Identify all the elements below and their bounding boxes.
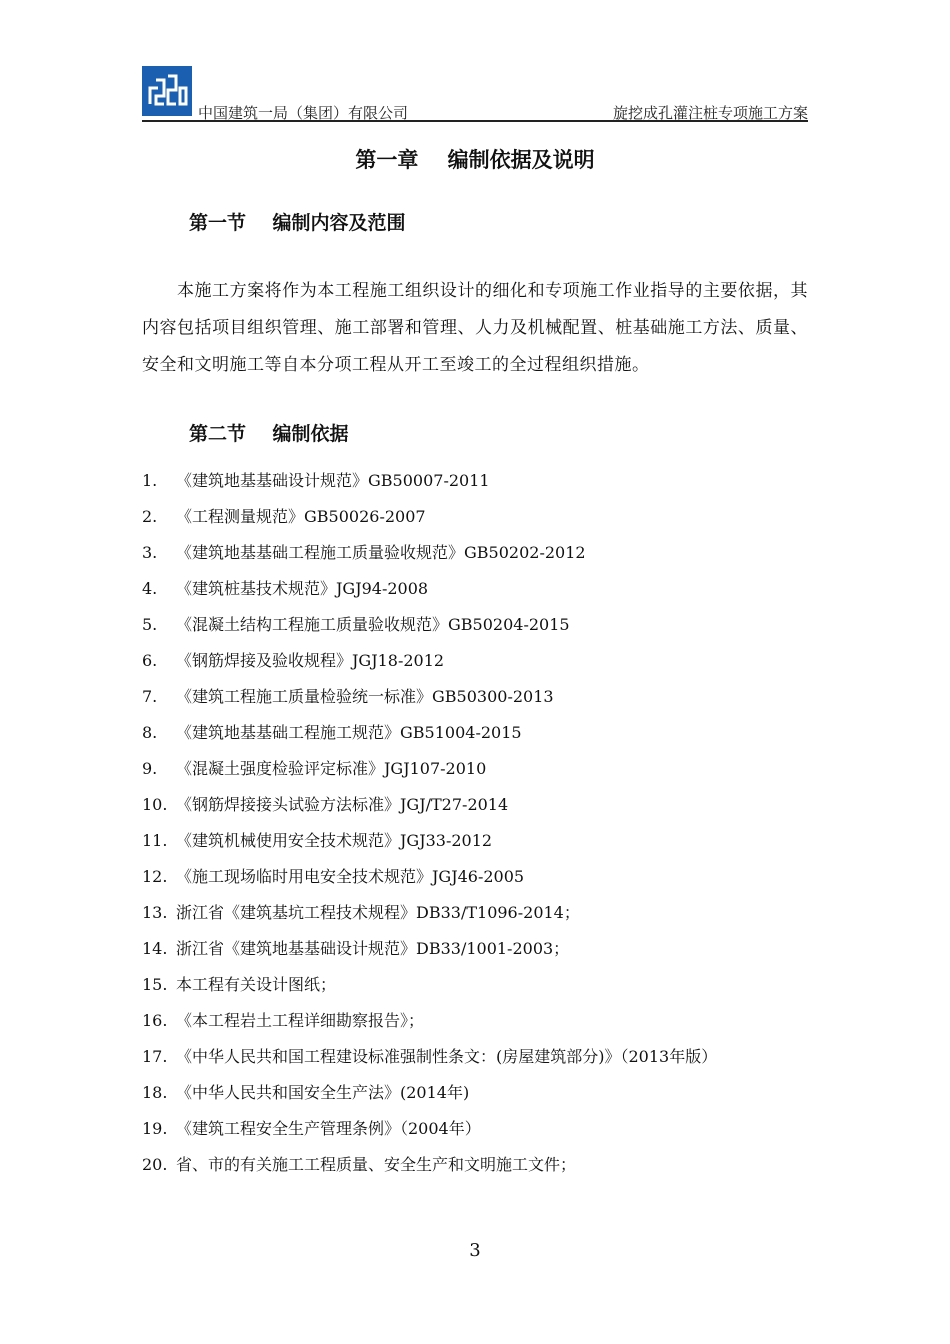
list-item-text: 《建筑桩基技术规范》JGJ94-2008 <box>176 579 429 598</box>
list-item <box>142 931 808 967</box>
list-item-text: 《建筑地基基础工程施工质量验收规范》GB50202-2012 <box>176 543 586 562</box>
section-title-scope: 第一节 编制内容及范围 <box>189 212 406 234</box>
list-item-number: 14. <box>142 939 168 958</box>
list-item-number: 17. <box>142 1047 168 1066</box>
list-item-text: 省、市的有关施工工程质量、安全生产和文明施工文件； <box>176 1155 577 1174</box>
list-item-text: 《本工程岩土工程详细勘察报告》； <box>176 1011 425 1030</box>
list-item-number: 7. <box>142 687 158 706</box>
list-item <box>142 571 808 607</box>
chapter-title: 第一章 编制依据及说明 <box>355 148 595 172</box>
list-item-text: 《建筑机械使用安全技术规范》JGJ33-2012 <box>176 831 493 850</box>
cscec-logo-icon <box>142 66 192 116</box>
list-item <box>142 607 808 643</box>
list-item <box>142 787 808 823</box>
section-title-basis: 第二节 编制依据 <box>189 423 349 445</box>
list-item-text: 《钢筋焊接及验收规程》JGJ18-2012 <box>176 651 445 670</box>
list-item-text: 《钢筋焊接接头试验方法标准》JGJ/T27-2014 <box>176 795 509 814</box>
list-item <box>142 1003 808 1039</box>
list-item-text: 《建筑地基基础设计规范》GB50007-2011 <box>176 471 490 490</box>
header-divider <box>142 120 808 122</box>
list-item-text: 浙江省《建筑地基基础设计规范》DB33/1001-2003； <box>176 939 570 958</box>
list-item-text: 《工程测量规范》GB50026-2007 <box>176 507 426 526</box>
list-item-number: 6. <box>142 651 158 670</box>
list-item <box>142 1147 808 1183</box>
reference-list <box>142 463 808 1183</box>
list-item-text: 浙江省《建筑基坑工程技术规程》DB33/T1096-2014； <box>176 903 580 922</box>
list-item-number: 4. <box>142 579 158 598</box>
list-item <box>142 1111 808 1147</box>
list-item-number: 1. <box>142 471 158 490</box>
list-item-number: 12. <box>142 867 168 886</box>
list-item-number: 18. <box>142 1083 168 1102</box>
list-item-number: 3. <box>142 543 158 562</box>
list-item-text: 《建筑工程施工质量检验统一标准》GB50300-2013 <box>176 687 554 706</box>
list-item <box>142 823 808 859</box>
list-item <box>142 895 808 931</box>
list-item-number: 16. <box>142 1011 168 1030</box>
list-item <box>142 1075 808 1111</box>
list-item <box>142 679 808 715</box>
list-item <box>142 643 808 679</box>
page-number: 3 <box>469 1240 481 1261</box>
list-item <box>142 499 808 535</box>
list-item-number: 15. <box>142 975 168 994</box>
list-item-text: 《建筑工程安全生产管理条例》（2004年） <box>176 1119 481 1138</box>
document-title: 旋挖成孔灌注桩专项施工方案 <box>612 104 808 122</box>
list-item-text: 《建筑地基基础工程施工规范》GB51004-2015 <box>176 723 522 742</box>
list-item-number: 9. <box>142 759 158 778</box>
list-item-text: 《中华人民共和国安全生产法》(2014年) <box>176 1083 470 1102</box>
list-item-text: 《中华人民共和国工程建设标准强制性条文：(房屋建筑部分)》（2013年版） <box>176 1047 718 1066</box>
list-item <box>142 1039 808 1075</box>
list-item <box>142 463 808 499</box>
list-item-text: 《混凝土结构工程施工质量验收规范》GB50204-2015 <box>176 615 570 634</box>
list-item <box>142 967 808 1003</box>
list-item-number: 13. <box>142 903 168 922</box>
list-item <box>142 751 808 787</box>
list-item-text: 《施工现场临时用电安全技术规范》JGJ46-2005 <box>176 867 525 886</box>
list-item <box>142 859 808 895</box>
list-item-number: 2. <box>142 507 158 526</box>
list-item-number: 11. <box>142 831 168 850</box>
list-item-number: 20. <box>142 1155 168 1174</box>
list-item-number: 8. <box>142 723 158 742</box>
company-name: 中国建筑一局（集团）有限公司 <box>198 104 409 122</box>
list-item <box>142 715 808 751</box>
list-item-text: 本工程有关设计图纸； <box>176 975 337 994</box>
page-header <box>142 62 808 120</box>
scope-paragraph: 本施工方案将作为本工程施工组织设计的细化和专项施工作业指导的主要依据，其内容包括项目组织管理、施工部署和管理、人力及机械配置、桩基础施工方法、质量、安全和文明施工等自本分项工程从开工至竣工的全过程组织措施。 <box>142 281 808 375</box>
list-item-text: 《混凝土强度检验评定标准》JGJ107-2010 <box>176 759 487 778</box>
list-item <box>142 535 808 571</box>
list-item-number: 10. <box>142 795 168 814</box>
list-item-number: 19. <box>142 1119 168 1138</box>
list-item-number: 5. <box>142 615 158 634</box>
